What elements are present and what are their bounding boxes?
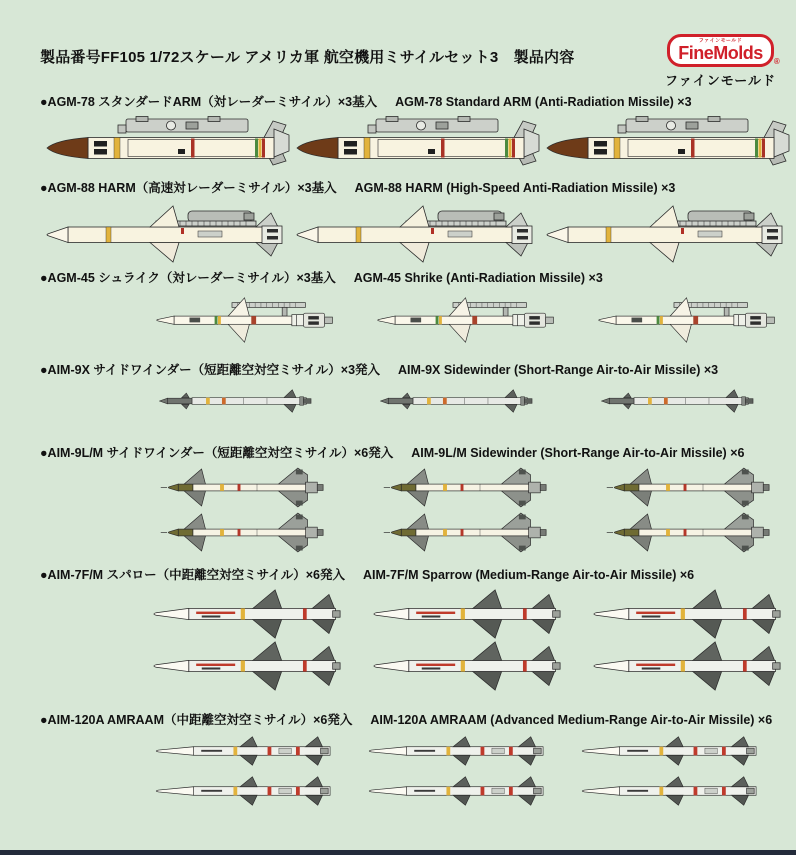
- section-label-en: AGM-78 Standard ARM (Anti-Radiation Missile) ×3: [395, 95, 692, 109]
- missile-aim7-illustration: [144, 588, 344, 640]
- section-aim7: [40, 565, 790, 692]
- missile-aim7-illustration: [584, 588, 784, 640]
- section-label-en: AIM-9L/M Sidewinder (Short-Range Air-to-Air Missile) ×6: [411, 446, 745, 460]
- missile-aim9x-illustration: [375, 386, 540, 416]
- missile-aim120-illustration: [144, 733, 339, 769]
- missile-row: [144, 588, 790, 640]
- section-aim9x: [40, 360, 790, 416]
- section-label: [40, 360, 790, 378]
- missile-aim9lm-illustration: [152, 510, 327, 555]
- section-aim120: [40, 710, 790, 809]
- missile-agm88-illustration: [540, 200, 790, 264]
- missile-agm78-illustration: [290, 116, 540, 170]
- finemolds-logo-box: [667, 34, 780, 67]
- section-label-jp: ●AIM-9L/M サイドワインダー（短距離空対空ミサイル）×6発入: [40, 446, 394, 460]
- missile-row: [152, 465, 790, 510]
- section-label-en: AGM-88 HARM (High-Speed Anti-Radiation Missile) ×3: [354, 181, 676, 195]
- section-label: [40, 565, 790, 583]
- bottom-navy-bar: [0, 850, 796, 855]
- missile-aim120-illustration: [144, 773, 339, 809]
- section-label-jp: ●AIM-7F/M スパロー（中距離空対空ミサイル）×6発入: [40, 568, 345, 582]
- missile-aim120-illustration: [357, 773, 552, 809]
- section-label-en: AIM-9X Sidewinder (Short-Range Air-to-Air Missile) ×3: [398, 363, 719, 377]
- missile-row: [40, 116, 790, 170]
- registered-mark: ®: [773, 57, 780, 66]
- missile-row: [154, 386, 790, 416]
- missile-agm78-illustration: [40, 116, 290, 170]
- section-agm88: [40, 178, 790, 264]
- missile-aim9lm-illustration: [375, 510, 550, 555]
- section-aim9lm: [40, 443, 790, 555]
- missile-row: [40, 200, 790, 264]
- missile-aim7-illustration: [364, 640, 564, 692]
- missile-aim9lm-illustration: [598, 465, 773, 510]
- missile-aim9x-illustration: [596, 386, 761, 416]
- finemolds-logo-text: FineMolds: [678, 43, 763, 63]
- missile-aim9lm-illustration: [598, 510, 773, 555]
- section-label-jp: ●AGM-88 HARM（高速対レーダーミサイル）×3基入: [40, 181, 337, 195]
- section-label-jp: ●AIM-120A AMRAAM（中距離空対空ミサイル）×6発入: [40, 713, 353, 727]
- section-agm45: [40, 268, 790, 347]
- section-label: [40, 92, 790, 110]
- missile-row: [144, 773, 790, 809]
- missile-aim7-illustration: [584, 640, 784, 692]
- section-label-jp: ●AIM-9X サイドワインダー（短距離空対空ミサイル）×3発入: [40, 363, 381, 377]
- missile-aim120-illustration: [570, 733, 765, 769]
- missile-aim120-illustration: [570, 773, 765, 809]
- missile-aim7-illustration: [364, 588, 564, 640]
- section-label-en: AGM-45 Shrike (Anti-Radiation Missile) ×3: [353, 271, 603, 285]
- missile-agm45-illustration: [148, 291, 343, 347]
- missile-agm88-illustration: [40, 200, 290, 264]
- missile-row: [152, 510, 790, 555]
- section-label: [40, 268, 790, 286]
- missile-aim120-illustration: [357, 733, 552, 769]
- missile-agm45-illustration: [369, 291, 564, 347]
- finemolds-logo: [665, 34, 780, 89]
- missile-row: [148, 291, 790, 347]
- section-label-jp: ●AGM-78 スタンダードARM（対レーダーミサイル）×3基入: [40, 95, 378, 109]
- missile-aim9lm-illustration: [152, 465, 327, 510]
- section-label: [40, 443, 790, 461]
- section-label-en: AIM-120A AMRAAM (Advanced Medium-Range Air-to-Air Missile) ×6: [370, 713, 773, 727]
- finemolds-kana-label: ファインモールド: [665, 73, 776, 88]
- section-label-en: AIM-7F/M Sparrow (Medium-Range Air-to-Air Missile) ×6: [362, 568, 695, 582]
- finemolds-logo-kana-small: ファインモールド: [698, 38, 743, 44]
- missile-row: [144, 733, 790, 769]
- missile-aim7-illustration: [144, 640, 344, 692]
- page-title: 製品番号FF105 1/72スケール アメリカ軍 航空機用ミサイルセット3 製品内容: [40, 49, 575, 66]
- missile-agm45-illustration: [590, 291, 785, 347]
- missile-aim9lm-illustration: [375, 465, 550, 510]
- section-label: [40, 710, 790, 728]
- missile-aim9x-illustration: [154, 386, 319, 416]
- section-label-jp: ●AGM-45 シュライク（対レーダーミサイル）×3基入: [40, 271, 336, 285]
- missile-row: [144, 640, 790, 692]
- missile-agm88-illustration: [290, 200, 540, 264]
- section-agm78: [40, 92, 790, 170]
- section-label: [40, 178, 790, 196]
- missile-agm78-illustration: [540, 116, 790, 170]
